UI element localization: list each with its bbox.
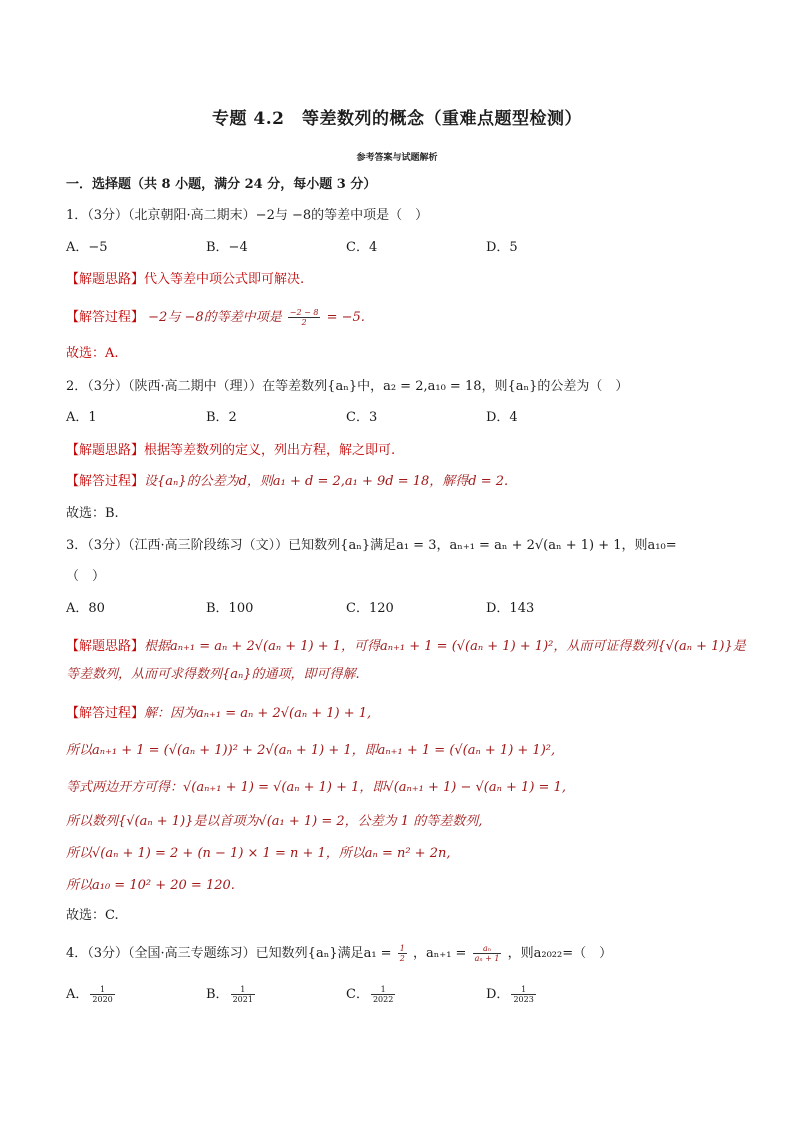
frac-denominator: 2020 [92,995,113,1004]
question-1-stem: 1．（3分）（北京朝阳·高二期末）−2与 −8的等差中项是（ ） [66,208,429,223]
frac-numerator: 1 [511,985,535,995]
q1-fraction [288,308,321,327]
option-fraction [231,985,255,1004]
q4-option-c [346,985,397,1004]
option-fraction [90,985,114,1004]
frac-numerator: aₙ [473,944,502,954]
option-fraction [511,985,535,1004]
q3-answer: 故选：C. [66,908,119,923]
q1-option-b: B．−4 [206,240,248,255]
q3-process-5: 所以√(aₙ + 1) = 2 + (n − 1) × 1 = n + 1，所以aₙ = n² + 2n, [66,846,451,861]
process-label: 【解答过程】 [66,310,145,325]
answer-text: 故选：A. [66,346,119,361]
q1-process-text: −2与 −8的等差中项是 [148,310,282,325]
q3-option-a: A．80 [66,601,105,616]
q3-process-1 [66,705,371,723]
q1-option-c: C．4 [346,240,378,255]
q2-idea [66,442,395,460]
frac-numerator: 1 [231,985,255,995]
idea-label: 【解题思路】 [66,443,145,458]
q2-option-c: C．3 [346,410,378,425]
q4-fraction-recurrence [473,944,502,963]
q4-option-d [486,985,538,1004]
frac-numerator: −2 − 8 [289,308,319,317]
q3-idea [66,638,746,656]
q3-option-d: D．143 [486,601,535,616]
question-2-stem: 2．（3分）（陕西·高二期中（理））在等差数列{aₙ}中，a₂ = 2,a₁₀ = 18，则{aₙ}的公差为（ ） [66,379,629,394]
frac-denominator: 2 [399,954,405,963]
page-subtitle: 参考答案与试题解析 [356,153,438,163]
frac-denominator: 2 [301,318,307,327]
q4-option-a [66,985,117,1004]
idea-label: 【解题思路】 [66,639,145,654]
q1-option-d: D．5 [486,240,518,255]
q3-process-4: 所以数列{√(aₙ + 1)}是以首项为√(a₁ + 1) = 2，公差为 1 的等差数列, [66,814,483,829]
idea-text: 根据aₙ₊₁ = aₙ + 2√(aₙ + 1) + 1，可得aₙ₊₁ + 1 = (√(aₙ + 1) + 1)²，从而可证得数列{√(aₙ + 1)}是 [144,639,746,654]
q4-stem-part: 4．（3分）（全国·高三专题练习）已知数列{aₙ}满足a₁ = [66,946,392,961]
q1-process-result: = −5. [326,310,365,325]
idea-label: 【解题思路】 [66,272,145,287]
q4-option-b [206,985,257,1004]
question-3-stem: 3．（3分）（江西·高三阶段练习（文））已知数列{aₙ}满足a₁ = 3，aₙ₊₁ = aₙ + 2√(aₙ + 1) + 1，则a₁₀= [66,538,677,553]
frac-numerator: 1 [399,944,405,953]
q3-process-3: 等式两边开方可得：√(aₙ₊₁ + 1) = √(aₙ + 1) + 1，即√(aₙ₊₁ + 1) − √(aₙ + 1) = 1, [66,780,566,795]
option-label: B． [206,987,229,1002]
page-title: 专题 4.2 等差数列的概念（重难点题型检测） [212,109,582,129]
q3-process-2: 所以aₙ₊₁ + 1 = (√(aₙ + 1))² + 2√(aₙ + 1) + 1，即aₙ₊₁ + 1 = (√(aₙ + 1) + 1)², [66,743,556,758]
frac-denominator: aₙ + 1 [474,954,500,963]
option-label: D． [486,987,510,1002]
q3-option-b: B．100 [206,601,254,616]
q1-answer [66,345,119,363]
q4-stem-part: ，则a₂₀₂₂=（ ） [507,946,613,961]
q4-stem-part: ，aₙ₊₁ = [412,946,467,961]
frac-denominator: 2023 [513,995,534,1004]
idea-text: 根据等差数列的定义，列出方程，解之即可. [144,443,396,458]
process-text: 设{aₙ}的公差为d，则a₁ + d = 2,a₁ + 9d = 18，解得d = 2. [144,474,509,489]
q3-option-c: C．120 [346,601,394,616]
q2-answer: 故选：B. [66,506,119,521]
process-label: 【解答过程】 [66,706,145,721]
q2-option-a: A．1 [66,410,97,425]
q1-idea [66,271,304,289]
q2-option-d: D．4 [486,410,518,425]
q2-option-b: B．2 [206,410,237,425]
q2-process [66,473,508,491]
option-label: A． [66,987,89,1002]
section-heading: 一．选择题（共 8 小题，满分 24 分，每小题 3 分） [66,177,377,192]
q3-process-6: 所以a₁₀ = 10² + 20 = 120. [66,878,235,893]
q4-fraction-a1 [398,944,407,963]
q1-process [66,308,365,327]
frac-denominator: 2022 [372,995,394,1004]
frac-denominator: 2021 [232,995,253,1004]
question-4-stem [66,944,612,963]
idea-text-cont: 等差数列，从而可求得数列{aₙ}的通项，即可得解. [66,667,360,682]
option-fraction [371,985,395,1004]
q3-idea-cont [66,666,360,684]
frac-numerator: 1 [371,985,395,995]
process-label: 【解答过程】 [66,474,145,489]
question-3-stem-cont: （ ） [66,569,106,584]
option-label: C． [346,987,369,1002]
process-step: 解：因为aₙ₊₁ = aₙ + 2√(aₙ + 1) + 1, [144,706,372,721]
idea-text: 代入等差中项公式即可解决. [144,272,305,287]
q1-option-a: A．−5 [66,240,108,255]
frac-numerator: 1 [90,985,114,995]
